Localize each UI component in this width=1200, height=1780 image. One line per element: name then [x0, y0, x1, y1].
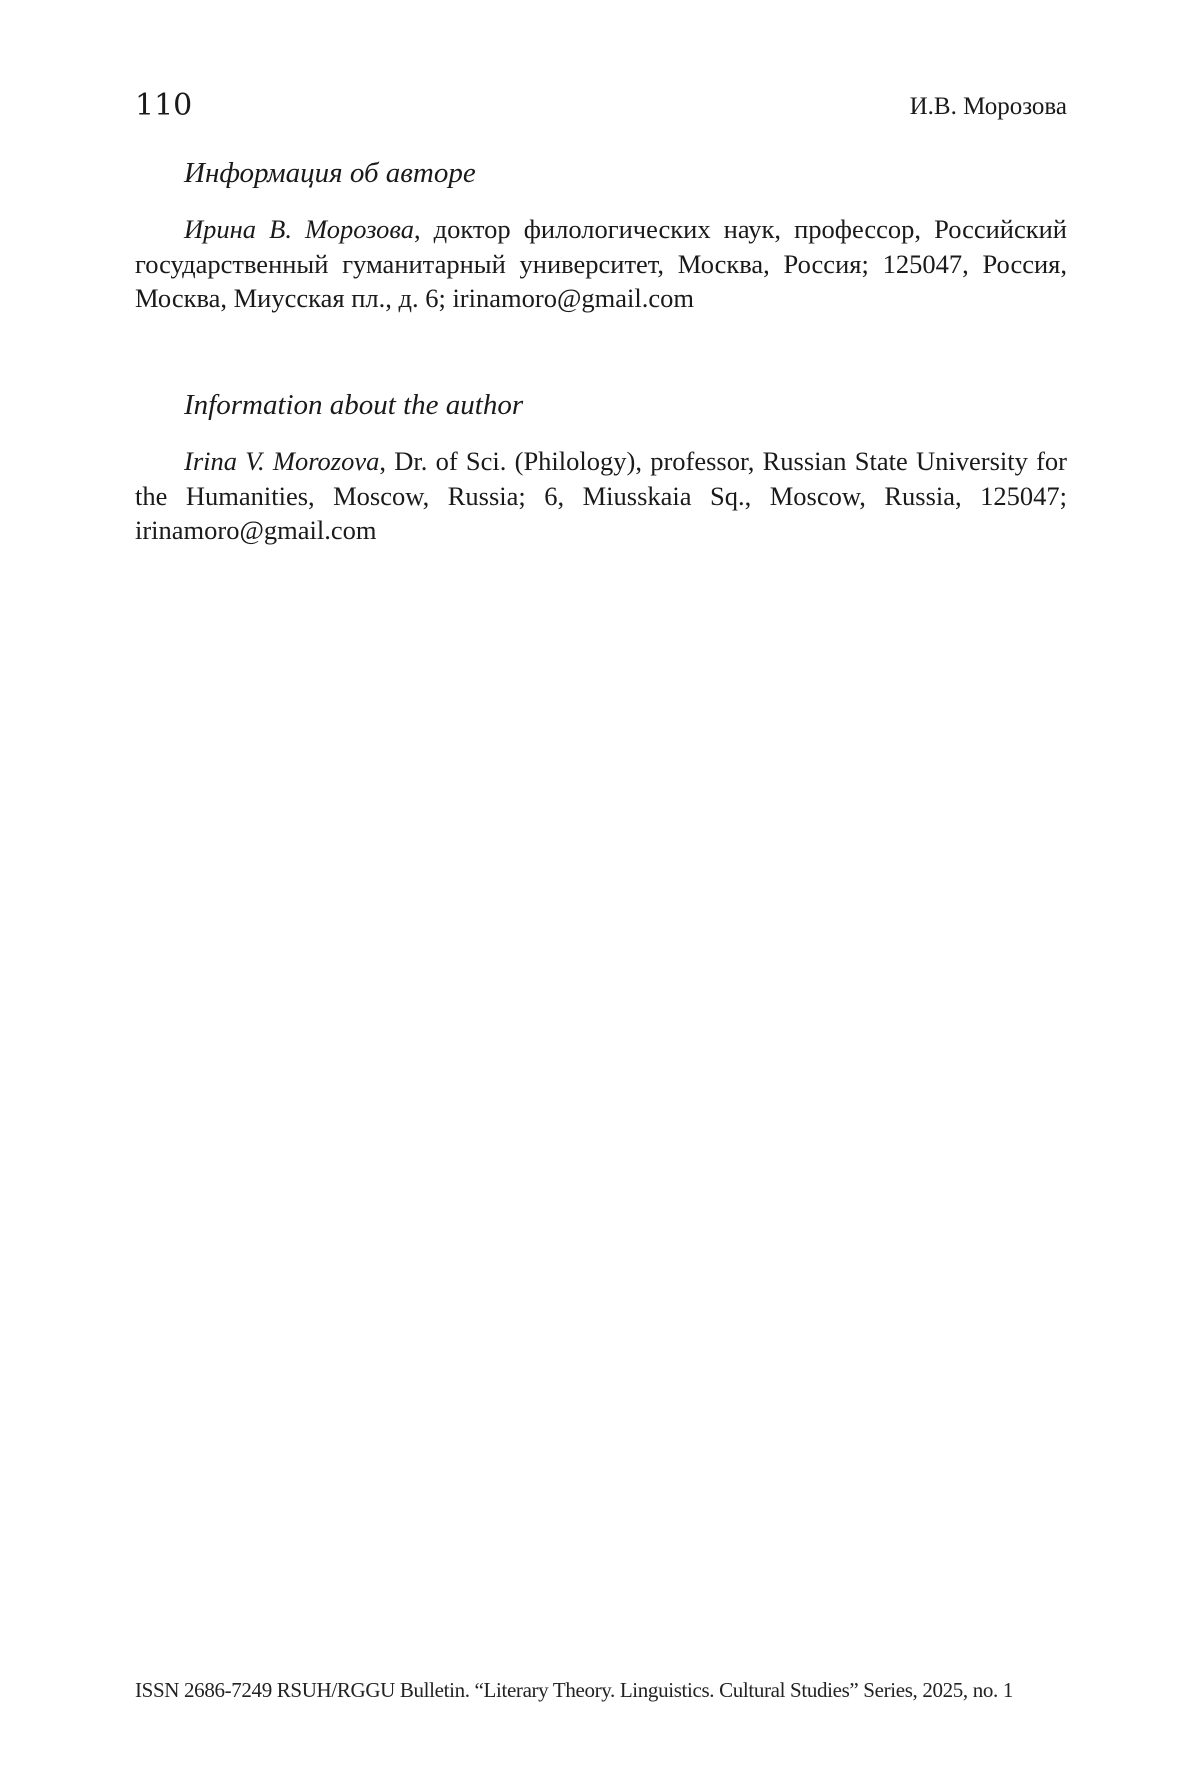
running-head-author: И.В. Морозова	[909, 93, 1067, 120]
author-info-ru-text	[135, 212, 1067, 316]
author-info-en-text	[135, 444, 1067, 548]
author-name-en: Irina V. Morozova	[184, 446, 380, 476]
running-head	[135, 86, 1067, 126]
author-details-ru: , доктор филологических наук, профессор, Российский государственный гуманитарный университет, Москва, Россия; 125047, Россия, Москва, Миусская пл., д. 6; irinamoro@gmail.com	[135, 214, 1067, 313]
author-info-en	[135, 382, 1067, 548]
author-details-en: , Dr. of Sci. (Philology), professor, Russian State University for the Humanities, Moscow, Russia; 6, Miusskaia Sq., Moscow, Russia, 125047; irinamoro@gmail.com	[135, 446, 1068, 545]
author-name-ru: Ирина В. Морозова	[184, 214, 414, 244]
page-number: 110	[135, 88, 193, 123]
author-info-ru-heading: Информация об авторе	[184, 157, 476, 189]
author-info-en-heading: Information about the author	[184, 389, 524, 421]
author-info-ru	[135, 150, 1067, 316]
journal-footer: ISSN 2686-7249 RSUH/RGGU Bulletin. “Literary Theory. Linguistics. Cultural Studies” Series, 2025, no. 1	[135, 1678, 1013, 1702]
